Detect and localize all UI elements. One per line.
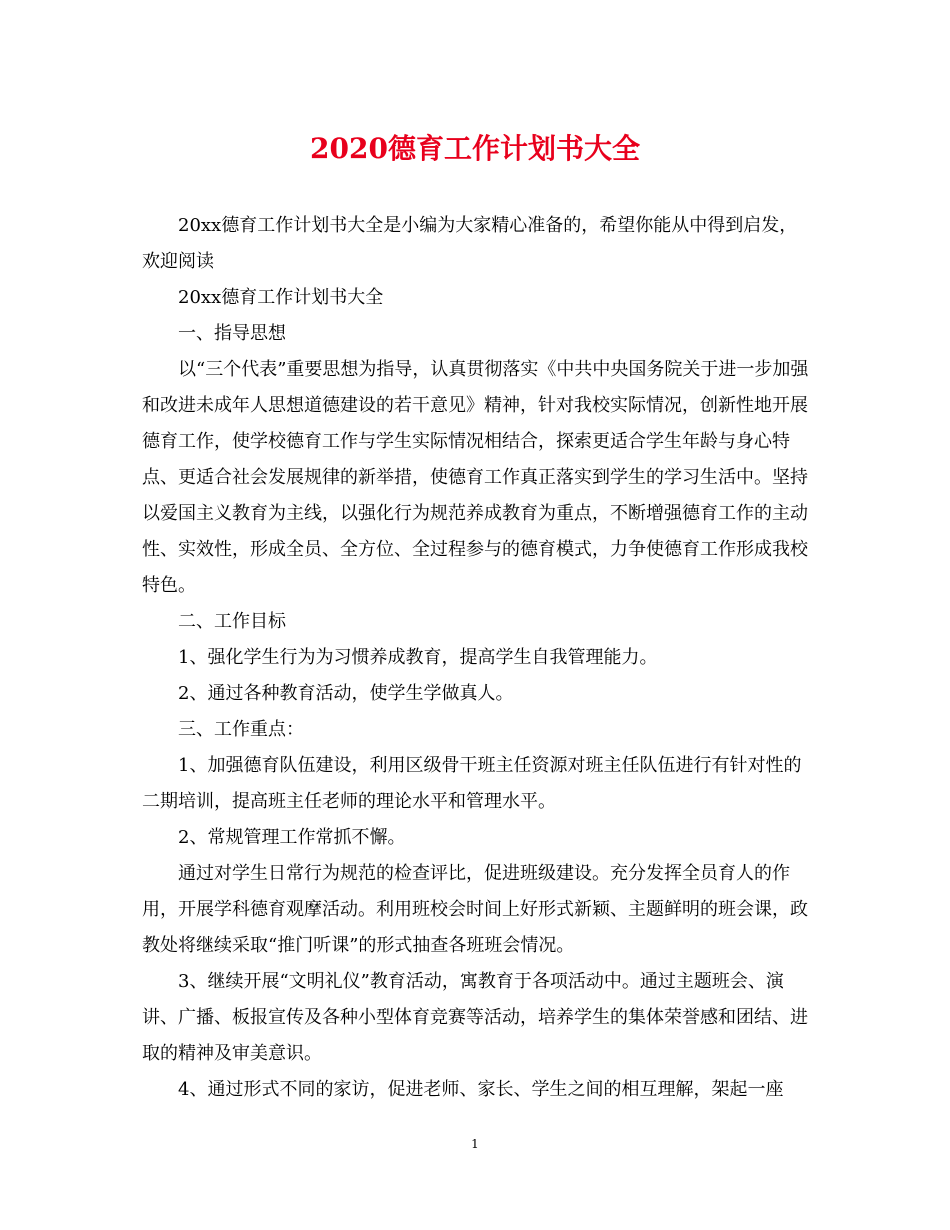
list-item: 2、通过各种教育活动，使学生学做真人。 [178, 683, 514, 704]
section-heading-guiding-ideology: 一、指导思想 [178, 323, 286, 344]
list-item: 2、常规管理工作常抓不懈。 [178, 827, 406, 848]
document-title: 2020德育工作计划书大全 [310, 132, 640, 165]
list-item: 1、加强德育队伍建设，利用区级骨干班主任资源对班主任队伍进行有针对性的二期培训，提高班主任老师的理论水平和管理水平。 [142, 755, 802, 812]
list-item: 3、继续开展“文明礼仪”教育活动，寓教育于各项活动中。通过主题班会、演讲、广播、板报宣传及各种小型体育竞赛等活动，培养学生的集体荣誉感和团结、进取的精神及审美意识。 [142, 971, 808, 1064]
document-body [142, 208, 810, 1108]
intro-paragraph: 20xx德育工作计划书大全是小编为大家精心准备的，希望你能从中得到启发，欢迎阅读 [142, 215, 798, 272]
page-number: 1 [471, 1137, 479, 1151]
body-paragraph: 以“三个代表”重要思想为指导，认真贯彻落实《中共中央国务院关于进一步加强和改进未成年人思想道德建设的若干意见》精神，针对我校实际情况，创新性地开展德育工作，使学校德育工作与学生实际情况相结合，探索更适合学生年龄与身心特点、更适合社会发展规律的新举措，使德育工作真正落实到学生的学习生活中。坚持以爱国主义教育为主线，以强化行为规范养成教育为重点，不断增强德育工作的主动性、实效性，形成全员、全方位、全过程参与的德育模式，力争使德育工作形成我校特色。 [142, 359, 809, 596]
list-item: 4、通过形式不同的家访，促进老师、家长、学生之间的相互理解，架起一座 [178, 1079, 784, 1100]
section-heading-work-goals: 二、工作目标 [178, 611, 286, 632]
subtitle-paragraph: 20xx德育工作计划书大全 [178, 287, 384, 308]
body-paragraph: 通过对学生日常行为规范的检查评比，促进班级建设。充分发挥全员育人的作用，开展学科德育观摩活动。利用班校会时间上好形式新颖、主题鲜明的班会课，政教处将继续采取“推门听课”的形式抽查各班班会情况。 [142, 863, 808, 956]
section-heading-work-focus: 三、工作重点： [178, 719, 304, 740]
list-item: 1、强化学生行为为习惯养成教育，提高学生自我管理能力。 [178, 647, 658, 668]
